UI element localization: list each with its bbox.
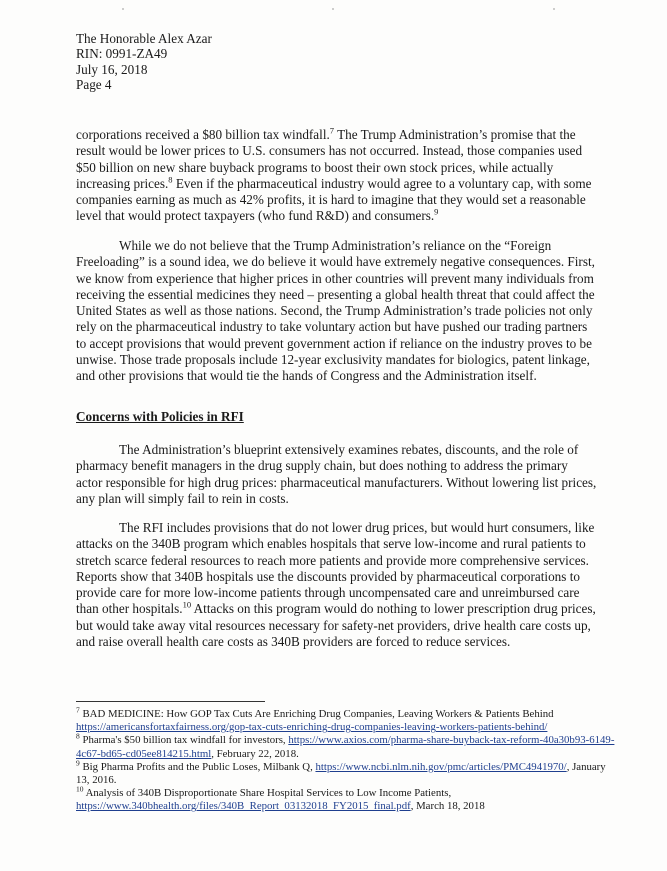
rin-line: RIN: 0991-ZA49 xyxy=(76,46,168,62)
footnote-item: $^8$ Pharma's $50 billion tax windfall for investors, https://www.axios.com/pharma-share-buyback-tax-reform-40a30b93-6149-4c67-bd65-cd05ee814215.html, February 22, 2018. xyxy=(76,731,615,760)
footnote-divider xyxy=(76,701,265,702)
scan-mark xyxy=(122,8,124,10)
footnote-item: $^7$ BAD MEDICINE: How GOP Tax Cuts Are Enriching Drug Companies, Leaving Workers & Patients Behind https://americansfortaxfairness.org/gop-tax-cuts-enriching-drug-companies-leaving-workers-patients-behind/ xyxy=(76,705,554,734)
footnote-ref[interactable]: 8 xyxy=(168,174,173,185)
footnotes xyxy=(76,705,616,814)
section-heading: Concerns with Policies in RFI xyxy=(76,409,244,424)
footnote-ref[interactable]: 9 xyxy=(434,207,439,218)
footnote-link[interactable]: https://www.340bhealth.org/files/340B_Report_03132018_FY2015_final.pdf xyxy=(76,800,411,813)
paragraph-340b: The RFI includes provisions that do not lower drug prices, but would hurt consumers, like attacks on the 340B program which enables hospitals that serve low-income and rural patients to stretch scarce federal resources to reach more patients and provide more comprehensive services. Reports show that 340B hospitals use the discounts provided by pharmaceutical corporations to provide care for more low-income patients through uncompensated care and unreimbursed care than other hospitals.$^{10}$ Attacks on this program would do nothing to lower prescription drug prices, but would take away vital resources necessary for safety-net providers, drive health care costs up, and raise overall health care costs as 340B providers are forced to reduce services. xyxy=(76,520,596,650)
date-line: July 16, 2018 xyxy=(76,61,148,77)
letter-header xyxy=(76,31,212,93)
paragraph-blueprint: The Administration’s blueprint extensively examines rebates, discounts, and the role of pharmacy benefit managers in the drug supply chain, but does nothing to address the primary actor responsible for high drug prices: pharmaceutical manufacturers. Without lowering list prices, any plan will simply fail to rein in costs. xyxy=(76,442,597,506)
page-number: Page 4 xyxy=(76,77,112,93)
paragraph-foreign-freeloading: While we do not believe that the Trump Administration’s reliance on the “Foreign Freeloading” is a sound idea, we do believe it would have extremely negative consequences. First, we know from experience that higher prices in other countries will prevent many individuals from receiving the essential medicines they need – presenting a global health threat that could affect the United States as well as those nations. Second, the Trump Administration’s trade policies not only rely on the pharmaceutical industry to take voluntary action but have pushed our trading partners to accept provisions that would prevent government action if reliance on the industry proves to be unwise. Those trade proposals include 12-year exclusivity mandates for biologics, patent linkage, and other provisions that would tie the hands of Congress and the Administration itself. xyxy=(76,238,595,384)
footnote-ref[interactable]: 7 xyxy=(329,125,335,136)
footnote-link[interactable]: https://americansfortaxfairness.org/gop-tax-cuts-enriching-drug-companies-leaving-workers-patients-behind/ xyxy=(76,721,548,734)
footnote-link[interactable]: https://www.axios.com/pharma-share-buyback-tax-reform-40a30b93-6149-4c67-bd65-cd05ee814215.html xyxy=(76,734,615,760)
footnote-item: $^9$ Big Pharma Profits and the Public Loses, Milbank Q, https://www.ncbi.nlm.nih.gov/pmc/articles/PMC4941970/, January 13, 2016. xyxy=(76,758,606,787)
scan-mark xyxy=(332,8,334,10)
footnote-ref[interactable]: 10 xyxy=(182,600,192,611)
recipient-line: The Honorable Alex Azar xyxy=(76,31,212,46)
footnote-item: $^{10}$ Analysis of 340B Disproportionate Share Hospital Services to Low Income Patients, https://www.340bhealth.org/files/340B_Report_03132018_FY2015_final.pdf, March 18, 2018 xyxy=(76,784,485,813)
footnote-link[interactable]: https://www.ncbi.nlm.nih.gov/pmc/articles/PMC4941970/ xyxy=(315,760,567,773)
paragraph-tax-windfall: corporations received a $80 billion tax windfall.$^7$ The Trump Administration’s promise that the result would be lower prices to U.S. consumers has not occurred. Instead, those companies used $50 billion on new share buyback programs to boost their own stock prices, while actually increasing prices.$^8$ Even if the pharmaceutical industry would agree to a voluntary cap, with some companies earning as much as 42% profits, it is hard to imagine that they would set a reasonable level that would protect taxpayers (who fund R&D) and consumers.$^9$ xyxy=(76,125,592,224)
scan-mark xyxy=(553,8,555,10)
